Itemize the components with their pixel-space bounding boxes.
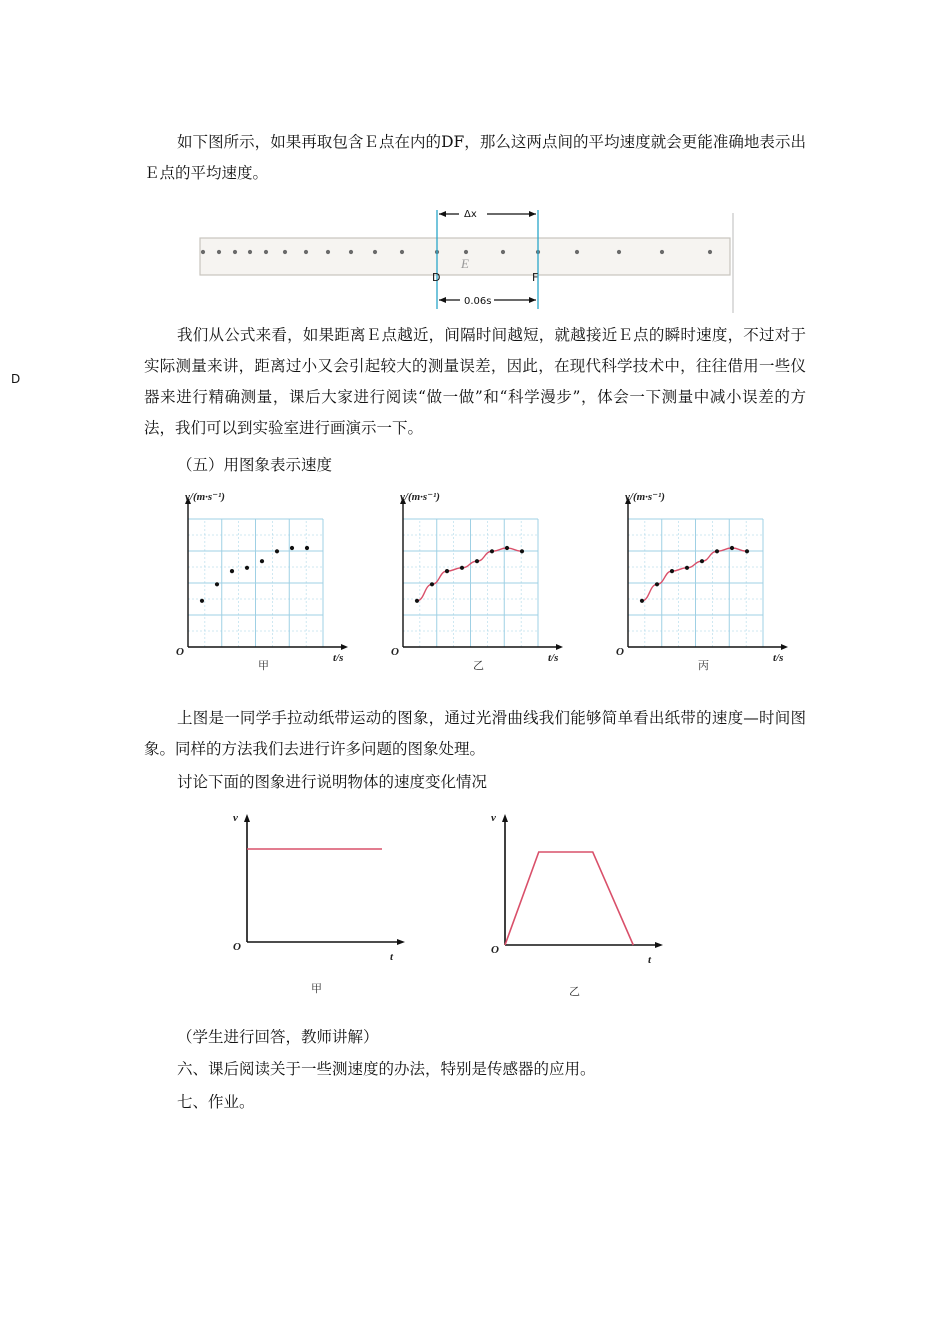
data-point [700, 559, 704, 563]
data-point [305, 546, 309, 550]
graph-caption: 乙 [569, 985, 580, 998]
tape-dot [660, 250, 664, 254]
y-axis-label: v [491, 812, 496, 824]
data-point [260, 559, 264, 563]
tape-dot [575, 250, 579, 254]
section-6-heading: 六、课后阅读关于一些测速度的办法，特别是传感器的应用。 [177, 1060, 596, 1078]
data-point [475, 559, 479, 563]
stray-label: D [11, 372, 21, 386]
data-point [670, 569, 674, 573]
point-f-label: F [532, 271, 539, 284]
simple-graphs-row [225, 805, 695, 1005]
data-point [745, 549, 749, 553]
discussion-prompt: 讨论下面的图象进行说明物体的速度变化情况 [177, 773, 488, 791]
graph-caption: 乙 [473, 659, 484, 672]
x-axis-label: t [648, 954, 652, 966]
answer-note: （学生进行回答，教师讲解） [177, 1028, 379, 1046]
grid [188, 519, 323, 647]
data-point [245, 566, 249, 570]
data-point [200, 599, 204, 603]
x-axis-label: t/s [773, 652, 784, 664]
tape-dot [464, 250, 468, 254]
simple-graph-2 [491, 812, 663, 998]
tape-dot [617, 250, 621, 254]
origin-label: O [233, 941, 241, 953]
y-axis-label: v/(m·s⁻¹) [625, 491, 665, 503]
origin-label: O [176, 646, 184, 658]
fitted-curve [642, 548, 747, 601]
tape-dot [373, 250, 377, 254]
data-point [215, 582, 219, 586]
graph-caption: 甲 [311, 982, 322, 995]
tape-dot [400, 250, 404, 254]
x-axis-label: t/s [333, 652, 344, 664]
data-point [460, 566, 464, 570]
data-point [730, 546, 734, 550]
data-point [715, 549, 719, 553]
ticker-tape-diagram [198, 205, 743, 315]
data-point [490, 549, 494, 553]
tape-dot [326, 250, 330, 254]
graph-caption: 丙 [698, 659, 709, 672]
grid [628, 519, 763, 647]
data-point [685, 566, 689, 570]
data-point [655, 582, 659, 586]
data-point [230, 569, 234, 573]
data-point [640, 599, 644, 603]
tape-dot [708, 250, 712, 254]
data-point [505, 546, 509, 550]
paragraph-method: 我们从公式来看，如果距离Ｅ点越近，间隔时间越短，就越接近Ｅ点的瞬时速度，不过对于实际测量来讲，距离过小又会引起较大的测量误差，因此，在现代科学技术中，往往借用一些仪器来进行精确测量，课后大家进行阅读“做一做”和“科学漫步”，体会一下测量中减小误差的方法，我们可以到实验室进行画演示一下。 [144, 326, 806, 437]
tape-dot [233, 250, 237, 254]
vt-graph-1 [176, 491, 348, 672]
paragraph-intro: 如下图所示，如果再取包含Ｅ点在内的DF，那么这两点间的平均速度就会更能准确地表示出Ｅ点的平均速度。 [144, 133, 806, 182]
origin-label: O [491, 944, 499, 956]
data-point [275, 549, 279, 553]
tape-dot [501, 250, 505, 254]
tape-dot [304, 250, 308, 254]
tape-dot [349, 250, 353, 254]
tape-dot [283, 250, 287, 254]
section-7-heading: 七、作业。 [177, 1093, 255, 1111]
data-point [445, 569, 449, 573]
grid [403, 519, 538, 647]
tape-dot [201, 250, 205, 254]
tape-dot [264, 250, 268, 254]
y-axis-label: v/(m·s⁻¹) [185, 491, 225, 503]
vt-graphs-row [170, 485, 790, 680]
origin-label: O [391, 646, 399, 658]
paragraph-graph-explanation: 上图是一同学手拉动纸带运动的图象，通过光滑曲线我们能够简单看出纸带的速度—时间图象。同样的方法我们去进行许多问题的图象处理。 [144, 709, 806, 758]
vt-graph-2 [391, 491, 563, 672]
section-5-heading: （五）用图象表示速度 [177, 456, 333, 474]
fitted-curve [417, 548, 522, 601]
data-point [290, 546, 294, 550]
simple-graph-1 [233, 812, 405, 995]
point-e-label: E [461, 256, 469, 271]
y-axis-label: v/(m·s⁻¹) [400, 491, 440, 503]
data-point [520, 549, 524, 553]
data-point [430, 582, 434, 586]
tape-dot [248, 250, 252, 254]
point-d-label: D [432, 271, 441, 284]
interval-label: 0.06s [464, 296, 492, 307]
x-axis-label: t [390, 951, 394, 963]
tape-dot [217, 250, 221, 254]
vt-graph-3 [616, 491, 788, 672]
x-axis-label: t/s [548, 652, 559, 664]
delta-x-label: Δx [464, 209, 477, 220]
data-point [415, 599, 419, 603]
graph-caption: 甲 [258, 659, 269, 672]
velocity-line [505, 852, 633, 945]
origin-label: O [616, 646, 624, 658]
y-axis-label: v [233, 812, 238, 824]
